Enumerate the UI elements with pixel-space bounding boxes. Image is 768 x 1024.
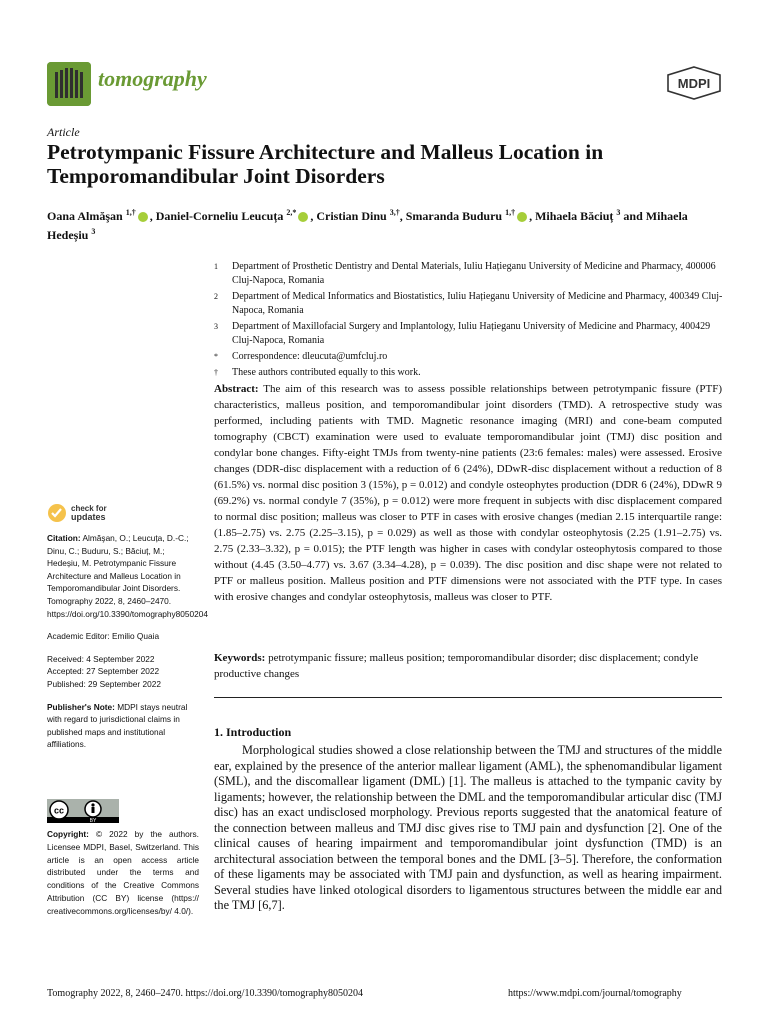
author-name[interactable]: Mihaela Hedeșiu $^3$ bbox=[47, 209, 688, 242]
section-divider bbox=[214, 697, 722, 698]
author-affiliation-marker: 1,† bbox=[505, 208, 516, 217]
introduction-text: Morphological studies showed a close relationship between the TMJ and structures of the middle ear, explained by the presence of the anterior mallear ligament (AML), the sphenomandibular ligament (SML), and the discomallear ligament (DML) [1]. The malleus is attached to the tympanic cavity by ligaments; however, the relationship between the DML and the temporomandibular articular disc (TMJ disc) has an exact undisclosed morphology. Previous reports suggested that the anatomical feature of the connection between malleus and TMJ disc gives rise to TMJ pain and dysfunction [2]. One of the clinical causes of hearing impairment and temporomandibular joint dysfunction (TMD) is an architectural association between the temporal bones and the DML [3–5]. Therefore, the conformation of these ligaments may be associated with TMJ pain and dysfunction, as well as hearing impairment. Several studies have linked otological disorders to ligamentous structures between the middle ear and the TMJ [6,7]. bbox=[214, 743, 722, 912]
journal-logo bbox=[47, 62, 91, 106]
sidebar-info bbox=[47, 532, 208, 761]
affiliation-marker: 3 bbox=[214, 322, 218, 331]
accepted-date: Accepted: 27 September 2022 bbox=[47, 666, 160, 677]
cc-by-license-badge[interactable] bbox=[47, 799, 119, 823]
mdpi-logo[interactable] bbox=[666, 66, 722, 105]
affiliation-text: These authors contributed equally to this work. bbox=[232, 367, 421, 378]
article-title: Petrotympanic Fissure Architecture and Malleus Location in Temporomandibular Joint Disorders bbox=[47, 140, 604, 188]
keywords bbox=[214, 650, 722, 682]
author-name[interactable]: Mihaela Băciuț $^3$ bbox=[535, 208, 621, 223]
affiliation-marker: 2 bbox=[214, 292, 218, 301]
check-updates-line2: updates bbox=[71, 512, 106, 522]
svg-text:cc: cc bbox=[53, 805, 65, 816]
orcid-icon[interactable] bbox=[517, 212, 527, 222]
check-updates-line1: check for bbox=[71, 504, 107, 513]
journal-name[interactable]: tomography bbox=[98, 66, 207, 91]
check-updates-icon bbox=[47, 503, 67, 523]
author-affiliation-marker: 3 bbox=[616, 208, 621, 217]
affiliation-item bbox=[214, 290, 724, 318]
section-heading-introduction: 1. Introduction bbox=[214, 725, 292, 739]
footer-citation[interactable]: Tomography 2022, 8, 2460–2470. https://doi.org/10.3390/tomography8050204 bbox=[47, 988, 364, 999]
introduction-paragraph bbox=[214, 743, 722, 914]
affiliation-marker: † bbox=[214, 368, 218, 377]
affiliation-item bbox=[214, 260, 724, 288]
received-date: Received: 4 September 2022 bbox=[47, 653, 155, 664]
affiliation-text: Correspondence: dleucuta@umfcluj.ro bbox=[232, 351, 388, 362]
affiliation-text: Department of Medical Informatics and Biostatistics, Iuliu Hațieganu University of Medicine and Pharmacy, 400349 Cluj-Napoca, Romania bbox=[232, 291, 723, 316]
keywords-label: Keywords: bbox=[214, 652, 266, 664]
orcid-icon[interactable] bbox=[298, 212, 308, 222]
author-name[interactable]: Smaranda Buduru $^{1,\dagger}$ bbox=[406, 209, 529, 223]
cc-badge-text: BY bbox=[89, 818, 97, 823]
author-affiliation-marker: 3 bbox=[91, 227, 96, 236]
abstract bbox=[214, 381, 722, 605]
article-type: Article bbox=[47, 125, 80, 139]
publisher-note: Publisher's Note: MDPI stays neutral with regard to jurisdictional claims in published maps and institutional affiliations. bbox=[47, 701, 188, 750]
published-date: Published: 29 September 2022 bbox=[47, 678, 161, 689]
abstract-text: The aim of this research was to assess possible relationships between petrotympanic fissure (PTF) characteristics, malleus position, and temporomandibular joint disorders (TMD). A retrospective study was performed, including patients with TMD. Magnetic resonance imaging (MRI) and cone-beam computed tomography (CBCT) examination were used to evaluate temporomandibular joint (TMJ) disc position and condylar bone changes. Fifty-eight TMJs from twenty-nine patients (23:6 females: males) were assessed. Erosive changes (DDR-disc displacement with a reduction of 6 (24%), DDwR-disc displacement without a reduction of 8 (61.5%) vs. normal disc position 3 (15%), p = 0.012) and condyle osteophytes production (DDR 6 (24%), DDwR 9 (69.2%) vs. normal condyle 7 (35%), p = 0.012) were more frequent in subjects with disc displacement compared to normal disc position; malleus was closer to PTF in cases with erosive changes (median 2.15 interquartile range: (1.85–2.75) vs. 2.75 (2.25–3.15), p = 0.029) as well as those with condylar osteophytosis (2.25 (1.91–2.75) vs. 2.75 (2.33–3.32), p = 0.015); the PTF length was higher in cases with condylar osteophytosis compared to those without (4.45 (3.50–4.77) vs. 3.67 (3.34–4.28), p = 0.039). The disc position and disc shape were not related to PTF or malleus position. Malleus position and PTF dimensions were not associated with the PTF type. In cases with erosive changes and condylar osteophytosis, malleus was closer to PTF. bbox=[214, 383, 722, 603]
author-affiliation-marker: 3,† bbox=[389, 208, 400, 217]
academic-editor: Academic Editor: Emilio Quaia bbox=[47, 631, 160, 642]
abstract-label: Abstract: bbox=[214, 383, 259, 395]
affiliation-marker: 1 bbox=[214, 262, 218, 271]
citation: Citation: Almăşan, O.; Leucuța, D.-C.; Dinu, C.; Buduru, S.; Băciuț, M.; Hedeșiu, M. Petrotympanic Fissure Architecture and Malleus Location in Temporomandibular Joint Disorders. Tomography 2022, 8, 2460–2470. https://doi.org/10.3390/tomography8050204 bbox=[47, 533, 208, 619]
affiliation-item bbox=[214, 350, 724, 364]
affiliation-text: Department of Prosthetic Dentistry and Dental Materials, Iuliu Hațieganu University of Medicine and Pharmacy, 400006 Cluj-Napoca, Romania bbox=[232, 261, 716, 286]
affiliation-item bbox=[214, 366, 724, 380]
mdpi-logo-text: MDPI bbox=[677, 76, 711, 91]
affiliation-text: Department of Maxillofacial Surgery and Implantology, Iuliu Hațieganu University of Medicine and Pharmacy, 400429 Cluj-Napoca, Romania bbox=[232, 321, 711, 346]
orcid-icon[interactable] bbox=[138, 212, 148, 222]
copyright-notice: Copyright: © 2022 by the authors. Licensee MDPI, Basel, Switzerland. This article is an open access article distributed under the terms and conditions of the Creative Commons Attribution (CC BY) license (https:// creativecommons.org/licenses/by/ 4.0/). bbox=[47, 829, 199, 916]
author-name[interactable]: Daniel-Corneliu Leucuța $^{2,*}$ bbox=[156, 209, 311, 223]
affiliations bbox=[214, 260, 724, 382]
keywords-text: petrotympanic fissure; malleus position; temporomandibular disorder; disc displacement; condyle productive changes bbox=[214, 652, 699, 680]
author-name[interactable]: Oana Almăşan $^{1,\dagger}$ bbox=[47, 209, 150, 223]
author-name[interactable]: Cristian Dinu $^{3,\dagger}$ bbox=[316, 208, 400, 223]
affiliation-item bbox=[214, 320, 724, 348]
check-for-updates-badge[interactable] bbox=[47, 503, 107, 523]
author-affiliation-marker: 2,* bbox=[286, 208, 297, 217]
footer-journal-url[interactable]: https://www.mdpi.com/journal/tomography bbox=[508, 988, 682, 999]
affiliation-marker: * bbox=[214, 352, 218, 361]
author-affiliation-marker: 1,† bbox=[125, 208, 136, 217]
author-list: Oana Almăşan $^{1,\dagger}$ , Daniel-Corneliu Leucuța $^{2,*}$ , Cristian Dinu $^{3,\dagger}$, Smaranda Buduru $^{1,\dagger}$ , Mihaela Băciuț $^3$ and Mihaela Hedeșiu $^3$ bbox=[47, 208, 688, 242]
